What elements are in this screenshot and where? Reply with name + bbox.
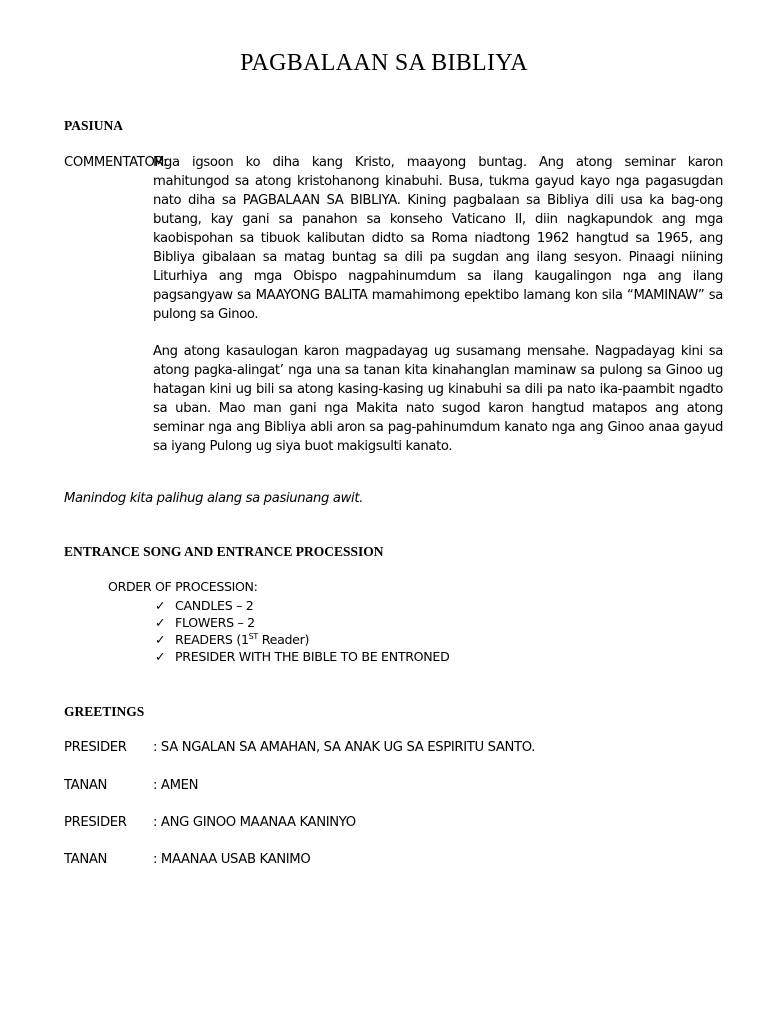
checkmark-icon: ✓ — [155, 598, 166, 613]
document-title: PAGBALAAN SA BIBLIYA — [240, 50, 528, 76]
commentator-paragraph-2: Ang atong kasaulogan karon magpadayag ug susamang mensahe. Nagpadayag kini sa atong pagka-alingat’ nga una sa tanan kita kinahanglan maminaw sa pulong sa Ginoo ug hatagan kini ug bili sa atong kasing-kasing ug kinabuhi sa dili pa nato ika-paambit ngadto sa uban. Mao man gani nga Makita nato sugod karon hangtud matapos ang atong seminar nga ang Bibliya abli aron sa pag-pahinumdum kanato nga ang Ginoo anaa gayud sa iyang Pulong ug siya buot makigsulti kanato. — [153, 344, 723, 454]
checkmark-icon: ✓ — [155, 632, 166, 647]
list-item: ✓ READERS (1ST Reader) — [155, 631, 310, 647]
dialogue-text: : ANG GINOO MAANAA KANINYO — [153, 815, 356, 830]
order-label: ORDER OF PROCESSION: — [108, 579, 258, 594]
checkmark-icon: ✓ — [155, 649, 166, 664]
dialogue-speaker: TANAN — [64, 778, 108, 793]
paragraph-first-line: Mga igsoon ko diha kang Kristo, maayong buntag. Ang atong seminar karon — [153, 155, 723, 170]
checkmark-icon: ✓ — [155, 615, 166, 630]
dialogue-text: : SA NGALAN SA AMAHAN, SA ANAK UG SA ESPIRITU SANTO. — [153, 740, 536, 755]
commentator-paragraph-1 — [64, 153, 723, 324]
dialogue-text: : AMEN — [153, 778, 199, 793]
dialogue-speaker: PRESIDER — [64, 740, 127, 755]
section-heading-greetings: GREETINGS — [64, 704, 145, 719]
commentator-first-line — [64, 153, 723, 172]
list-item: ✓ CANDLES – 2 — [155, 598, 254, 613]
dialogue-speaker: TANAN — [64, 852, 108, 867]
paragraph-body: mahitungod sa atong kristohanong kinabuhi. Busa, tukma gayud kayo nga pagasugdan nato diha sa PAGBALAAN SA BIBLIYA. Kining pagbalaan sa Bibliya dili usa ka bag-ong butang, kay gani sa panahon sa konseho Vaticano II, diin nagkapundok ang mga kaobispohan sa tibuok kalibutan didto sa Roma niadtong 1962 hangtud sa 1965, ang Bibliya gibalaan sa matag buntag sa dili pa sugdan ang ilang sesyon. Pinaagi niining Liturhiya ang mga Obispo nagpahinumdum sa ilang kaugalingon nga ang ilang pagsangyaw sa MAAYONG BALITA mamahimong epektibo lamang kon sila “MAMINAW” sa pulong sa Ginoo. — [153, 174, 723, 322]
list-item: ✓ FLOWERS – 2 — [155, 615, 255, 630]
section-heading-entrance: ENTRANCE SONG AND ENTRANCE PROCESSION — [64, 544, 384, 559]
speaker-label: COMMENTATOR: — [64, 155, 168, 170]
dialogue-text: : MAANAA USAB KANIMO — [153, 852, 311, 867]
section-heading-pasiuna: PASIUNA — [64, 118, 124, 133]
dialogue-speaker: PRESIDER — [64, 815, 127, 830]
instruction-text: Manindog kita palihug alang sa pasiunang awit. — [64, 491, 364, 506]
procession-list — [155, 597, 449, 665]
list-item: ✓ PRESIDER WITH THE BIBLE TO BE ENTRONED — [155, 649, 450, 664]
